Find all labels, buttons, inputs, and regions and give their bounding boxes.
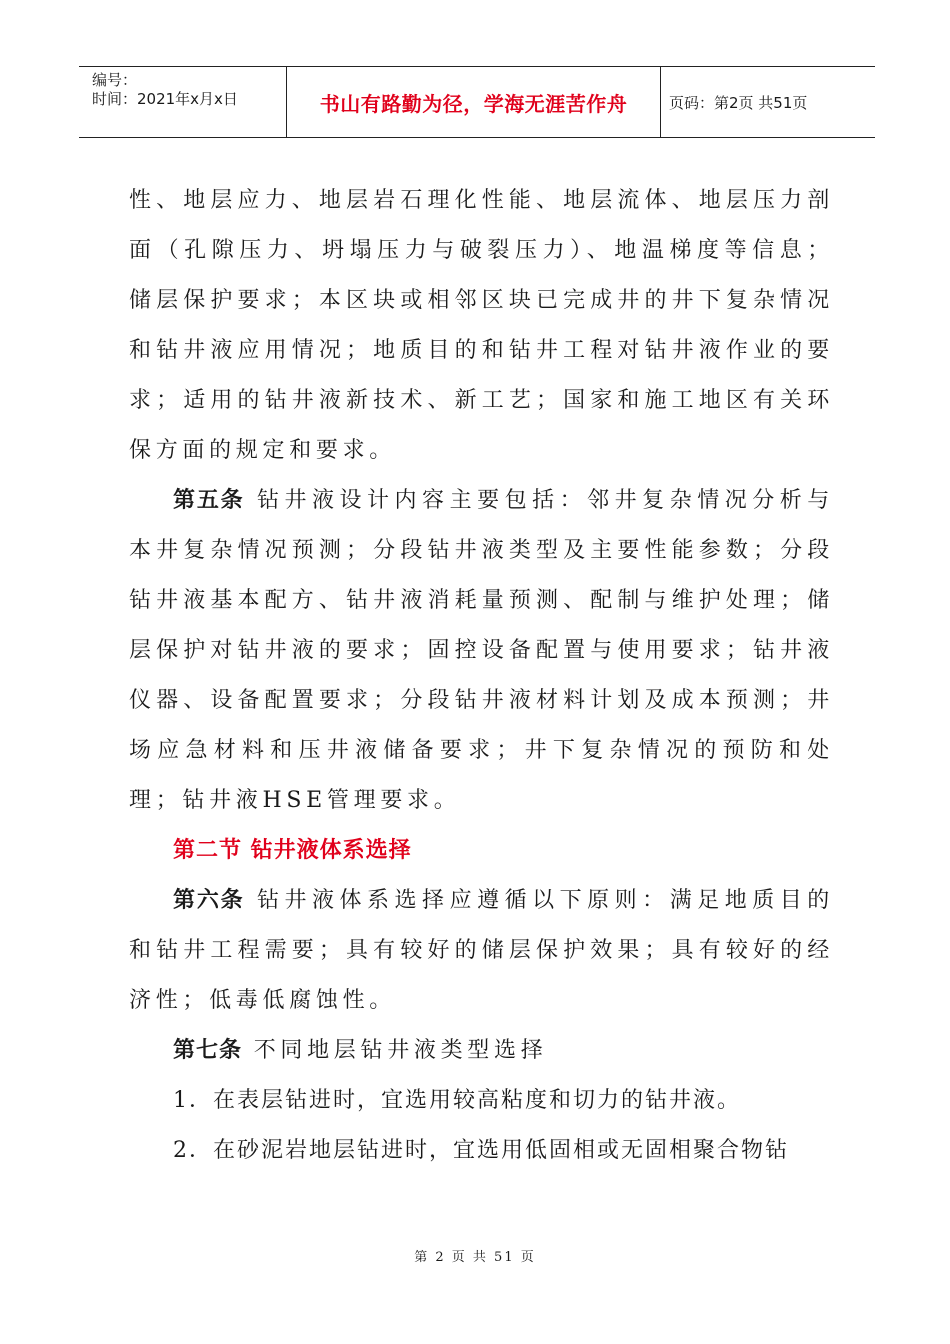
document-time-label: 时间：2021年x月x日 <box>92 90 238 108</box>
document-body <box>129 176 834 1176</box>
document-header <box>79 66 875 138</box>
article-5 <box>129 476 834 826</box>
article-6 <box>129 876 834 1026</box>
article-6-title: 第六条 <box>173 888 245 913</box>
article-6-text: 钻井液体系选择应遵循以下原则：满足地质目的和钻井工程需要；具有较好的储层保护效果；具有较好的经济性；低毒低腐蚀性。 <box>129 888 834 1013</box>
list-item-2: 2．在砂泥岩地层钻进时，宜选用低固相或无固相聚合物钻 <box>173 1138 789 1163</box>
article-5-title: 第五条 <box>173 488 245 513</box>
header-motto-cell <box>286 67 661 137</box>
header-meta-cell <box>79 67 286 137</box>
article-7-text: 不同地层钻井液类型选择 <box>242 1038 548 1063</box>
paragraph-continuation: 性、地层应力、地层岩石理化性能、地层流体、地层压力剖面（孔隙压力、坍塌压力与破裂压力）、地温梯度等信息；储层保护要求；本区块或相邻区块已完成井的井下复杂情况和钻井液应用情况；地质目的和钻井工程对钻井液作业的要求；适用的钻井液新技术、新工艺；国家和施工地区有关环保方面的规定和要求。 <box>129 188 834 463</box>
article-5-text: 钻井液设计内容主要包括：邻井复杂情况分析与本井复杂情况预测；分段钻井液类型及主要性能参数；分段钻井液基本配方、钻井液消耗量预测、配制与维护处理；储层保护对钻井液的要求；固控设备配置与使用要求；钻井液仪器、设备配置要求；分段钻井液材料计划及成本预测；井场应急材料和压井液储备要求；井下复杂情况的预防和处理；钻井液HSE管理要求。 <box>129 488 834 813</box>
article-7-title: 第七条 <box>173 1038 243 1063</box>
document-number-label: 编号： <box>92 71 138 89</box>
section-heading: 第二节 钻井液体系选择 <box>173 838 412 863</box>
header-page-info: 页码：第2页 共51页 <box>669 93 808 112</box>
page-footer: 第 2 页 共 51 页 <box>414 1250 536 1265</box>
list-item-1: 1．在表层钻进时，宜选用较高粘度和切力的钻井液。 <box>173 1088 741 1113</box>
header-motto: 书山有路勤为径，学海无涯苦作舟 <box>319 91 628 116</box>
header-page-cell <box>661 67 875 137</box>
article-7 <box>129 1026 834 1076</box>
